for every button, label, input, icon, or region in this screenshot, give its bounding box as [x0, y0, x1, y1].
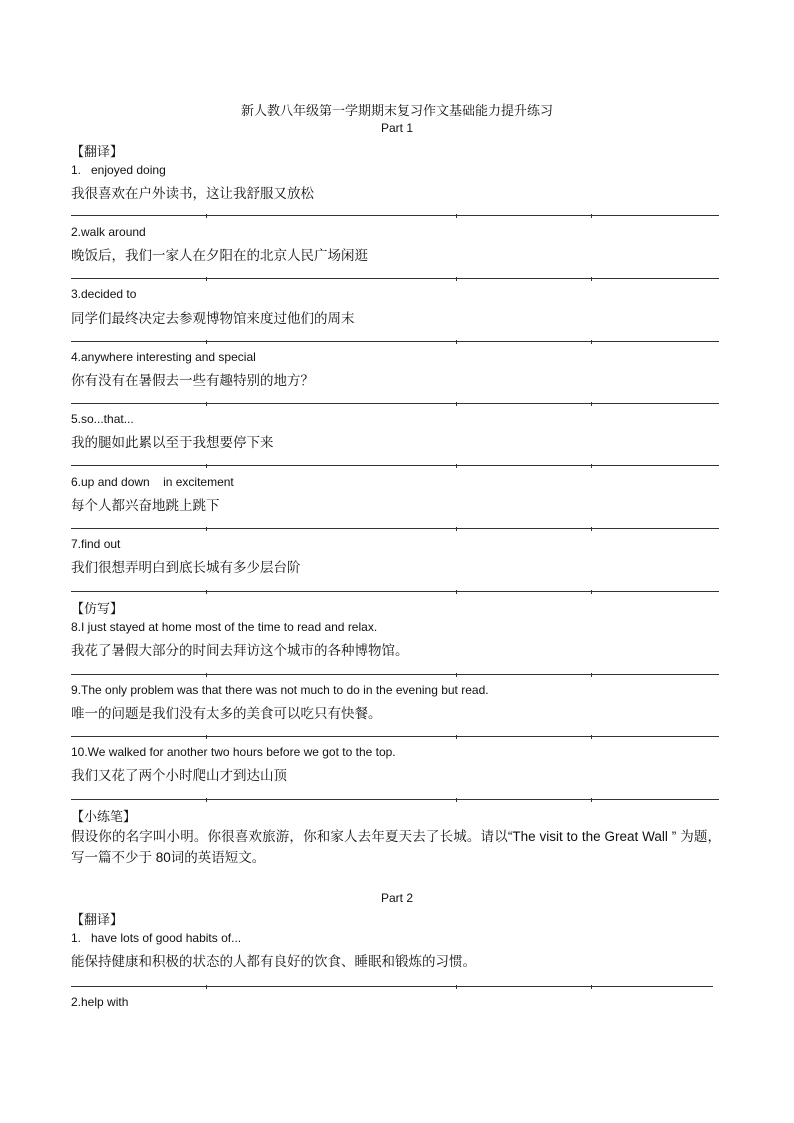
item-chinese: 唯一的问题是我们没有太多的美食可以吃只有快餐。 — [71, 706, 382, 721]
item-prompt: 1. enjoyed doing — [71, 163, 166, 177]
part-2-label: Part 2 — [380, 891, 413, 905]
writing-prompt: 假设你的名字叫小明。你很喜欢旅游，你和家人去年夏天去了长城。请以“The visit to the Great Wall ” 为题，写一篇不少于 80词的英语短文。 — [71, 829, 721, 865]
item-chinese: 我们又花了两个小时爬山才到达山顶 — [71, 768, 287, 783]
section-writing-heading: 【小练笔】 — [71, 809, 137, 824]
answer-line — [71, 341, 719, 342]
item-prompt: 2.help with — [71, 995, 129, 1009]
item-prompt: 2.walk around — [71, 225, 146, 239]
item-prompt: 8.I just stayed at home most of the time to read and relax. — [71, 620, 378, 634]
item-chinese: 我花了暑假大部分的时间去拜访这个城市的各种博物馆。 — [71, 643, 409, 658]
answer-line — [71, 403, 719, 404]
answer-line — [71, 465, 719, 466]
answer-line — [71, 215, 719, 216]
item-prompt: 6.up and down in excitement — [71, 475, 234, 489]
answer-line — [71, 591, 719, 592]
item-prompt: 5.so...that... — [71, 412, 134, 426]
item-prompt: 7.find out — [71, 537, 121, 551]
item-chinese: 晚饭后，我们一家人在夕阳在的北京人民广场闲逛 — [71, 248, 368, 263]
item-chinese: 我们很想弄明白到底长城有多少层台阶 — [71, 560, 301, 575]
section-translate-heading: 【翻译】 — [71, 912, 124, 927]
item-prompt: 9.The only problem was that there was not much to do in the evening but read. — [71, 683, 489, 697]
item-prompt: 1. have lots of good habits of... — [71, 931, 242, 945]
item-chinese: 同学们最终决定去参观博物馆来度过他们的周末 — [71, 311, 355, 326]
section-translate-heading: 【翻译】 — [71, 144, 124, 159]
answer-line — [71, 799, 719, 800]
item-chinese: 每个人都兴奋地跳上跳下 — [71, 498, 220, 513]
item-prompt: 4.anywhere interesting and special — [71, 350, 256, 364]
answer-line — [71, 528, 719, 529]
answer-line — [71, 986, 713, 987]
answer-line — [71, 736, 719, 737]
item-chinese: 我的腿如此累以至于我想要停下来 — [71, 435, 274, 450]
item-prompt: 10.We walked for another two hours before we got to the top. — [71, 745, 396, 759]
part-1-label: Part 1 — [380, 121, 413, 135]
section-imitate-heading: 【仿写】 — [71, 601, 124, 616]
answer-line — [71, 674, 719, 675]
answer-line — [71, 278, 719, 279]
item-chinese: 你有没有在暑假去一些有趣特别的地方？ — [71, 373, 314, 388]
item-chinese: 能保持健康和积极的状态的人都有良好的饮食、睡眠和锻炼的习惯。 — [71, 954, 476, 969]
item-prompt: 3.decided to — [71, 287, 137, 301]
item-chinese: 我很喜欢在户外读书，这让我舒服又放松 — [71, 186, 314, 201]
document-title: 新人教八年级第一学期期末复习作文基础能力提升练习 — [240, 103, 553, 118]
